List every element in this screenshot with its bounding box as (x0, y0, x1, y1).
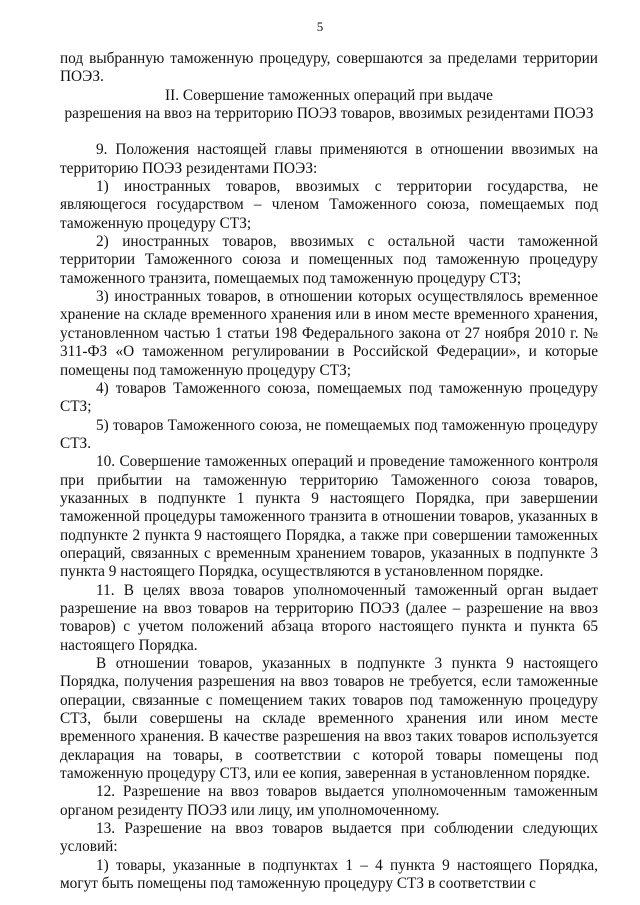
section-heading-line-1: II. Совершение таможенных операций при выдаче (165, 86, 493, 104)
paragraph-9-item-1: 1) иностранных товаров, ввозимых с территории государства, не являющегося государством – членом Таможенного союза, помещаемых под таможенную процедуру СТЗ; (60, 178, 598, 232)
document-body (60, 50, 598, 893)
paragraph-9: 9. Положения настоящей главы применяются в отношении ввозимых на территорию ПОЭЗ резидентами ПОЭЗ: (60, 141, 598, 177)
paragraph-11: 11. В целях ввоза товаров уполномоченный таможенный орган выдает разрешение на ввоз товаров на территорию ПОЭЗ (далее – разрешение на ввоз товаров) с учетом положений абзаца второго настоящего пункта и пункта 65 настоящего Порядка. (60, 581, 598, 654)
paragraph-13-item-1: 1) товары, указанные в подпунктах 1 – 4 пункта 9 настоящего Порядка, могут быть помещены под таможенную процедуру СТЗ в соответствии с (60, 856, 598, 893)
intro-paragraph: под выбранную таможенную процедуру, совершаются за пределами территории ПОЭЗ. (60, 50, 598, 86)
paragraph-9-item-2: 2) иностранных товаров, ввозимых с остальной части таможенной территории Таможенного союза и помещенных под таможенную процедуру таможенного транзита, помещаемых под таможенную процедуру СТЗ; (60, 233, 598, 287)
section-heading (60, 87, 598, 124)
spacer (60, 123, 598, 141)
paragraph-13: 13. Разрешение на ввоз товаров выдается при соблюдении следующих условий: (60, 820, 598, 856)
page-number: 5 (316, 19, 324, 34)
paragraph-9-item-3: 3) иностранных товаров, в отношении которых осуществлялось временное хранение на складе временного хранения или в ином месте временного хранения, установленном частью 1 статьи 198 Федерального закона от 27 ноября 2010 г. № 311-ФЗ «О таможенном регулировании в Российской Федерации», и которые помещены под таможенную процедуру СТЗ; (60, 288, 598, 379)
paragraph-11-part-2: В отношении товаров, указанных в подпункте 3 пункта 9 настоящего Порядка, получения разрешения на ввоз товаров не требуется, если таможенные операции, связанные с помещением таких товаров под таможенную процедуру СТЗ, были совершены на складе временного хранения или ином месте временного хранения. В качестве разрешения на ввоз таких товаров используется декларация на товары, в соответствии с которой товары помещены под таможенную процедуру СТЗ, или ее копия, заверенная в установленном порядке. (60, 655, 598, 783)
paragraph-9-item-4: 4) товаров Таможенного союза, помещаемых под таможенную процедуру СТЗ; (60, 379, 598, 416)
paragraph-9-item-5: 5) товаров Таможенного союза, не помещаемых под таможенную процедуру СТЗ. (60, 416, 598, 452)
paragraph-12: 12. Разрешение на ввоз товаров выдается уполномоченным таможенным органом резиденту ПОЭЗ или лицу, им уполномоченному. (60, 783, 598, 819)
section-heading-line-2: разрешения на ввоз на территорию ПОЭЗ товаров, ввозимых резидентами ПОЭЗ (64, 105, 594, 123)
paragraph-10: 10. Совершение таможенных операций и проведение таможенного контроля при прибытии на таможенную территорию Таможенного союза товаров, указанных в подпункте 1 пункта 9 настоящего Порядка, при завершении таможенной процедуры таможенного транзита в отношении товаров, указанных в подпункте 2 пункта 9 настоящего Порядка, а также при совершении таможенных операций, связанных с временным хранением товаров, указанных в подпункте 3 пункта 9 настоящего Порядка, осуществляются в установленном порядке. (60, 453, 598, 581)
